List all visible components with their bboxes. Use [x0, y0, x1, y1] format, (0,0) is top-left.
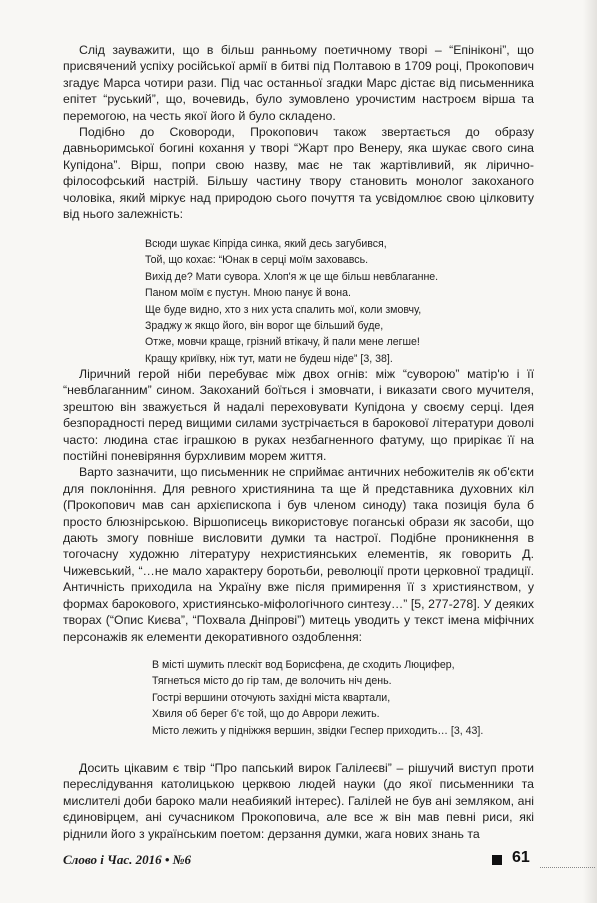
poem-line: Гострі вершини оточують західні міста квартали,: [152, 691, 391, 704]
page-number: 61: [512, 849, 530, 866]
poem-line: Той, що кохає: “Юнак в серці моїм заховавсь.: [145, 254, 369, 267]
poem-line: Місто лежить у підніжжя вершин, звідки Геспер приходить… [3, 43].: [152, 724, 484, 737]
poem-line: Отже, мовчи краще, грізний втікачу, й пали мене легше!: [145, 336, 420, 349]
paragraph: Ліричний герой ніби перебуває між двох огнів: між “суворою” матір'ю і її “невблаганним” сином. Закоханий боїться і змовчати, і виказати свого мучителя, зрештою він зважується й надалі переховувати Купідона у своєму серці. Ідея безпорадності перед вищими силами зустрічається в барокової літератури доволі часто: людина стає іграшкою в руках незбагненного фатуму, що прирікає її на постійні поневіряння бурхливим морем життя.: [63, 367, 534, 464]
text-block-bottom: [63, 760, 534, 842]
poem-quote-kyiv: [152, 657, 483, 739]
poem-line: Паном моїм є пустун. Мною панує й вона.: [145, 287, 351, 300]
poem-line: Вихід де? Мати сувора. Хлоп'я ж це ще більш невблаганне.: [145, 270, 439, 283]
page-gutter-shadow: [583, 0, 597, 903]
journal-footer: Слово і Час. 2016 • №6: [63, 852, 192, 867]
poem-line: Хвиля об берег б'є той, що до Аврори лежить.: [152, 708, 380, 721]
poem-quote-venus: [145, 236, 438, 367]
poem-line: Зраджу ж якщо його, він ворог ще більший буде,: [145, 320, 384, 333]
text-block-top: [63, 42, 534, 222]
square-marker-icon: [492, 855, 502, 865]
paragraph: Досить цікавим є твір “Про папський вирок Галілеєві” – рішучий виступ проти переслідування католицькою церквою людей науки (до якої письменники та мислителі доби бароко мали неабиякий інтерес). Галілей не був ані земляком, ані єдиновірцем, ані сучасником Прокоповича, але все ж він мав певні риси, які ріднили його з українським поетом: дерзання думки, жага нових знань та: [63, 761, 534, 841]
dotted-rule: [540, 867, 595, 868]
poem-line: В місті шумить плескіт вод Борисфена, де сходить Люцифер,: [152, 659, 455, 671]
paragraph: Слід зауважити, що в більш ранньому поетичному творі – “Епініконі”, що присвячений успіху російської армії в битві під Полтавою в 1709 році, Прокопович згадує Марса чотири рази. Під час останньої згадки Марс дістає від письменника епітет “руський”, що, вочевидь, було зумовлено урочистим настроєм вірша та перемогою, на честь якої його й було складено.: [63, 43, 534, 123]
poem-line: Всюди шукає Кіпріда синка, який десь загубився,: [145, 238, 387, 250]
poem-line: Тягнеться місто до гір там, де волочить ніч день.: [152, 675, 392, 688]
text-block-middle: [63, 366, 534, 645]
poem-line: Ще буде видно, хто з них уста спалить мої, коли змовчу,: [145, 303, 422, 316]
paragraph: Варто зазначити, що письменник не сприймає античних небожителів як об'єкти для поклоніння. Для ревного християнина та ще й представника духовних кіл (Прокопович мав сан архієпископа і був членом синоду) така позиція була б просто блюзнірською. Віршописець використовує поганські образи як засоби, що дають змогу повніше висловити думки та настрої. Подібне проникнення в тогочасну художню літературу нехристиянських елементів, як говорить Д. Чижевський, “…не мало характеру боротьби, революції проти церковної традиції. Античність приходила на Україну вже після примирення її з християнством, у формах барокового, християнсько-міфологічного синтезу…” [5, 277-278]. У деяких творах (“Опис Києва”, “Похвала Дніпрові”) митець уводить у текст імена міфічних персонажів як елементи декоративного оздоблення:: [63, 465, 534, 644]
poem-line: Кращу криївку, ніж тут, мати не будеш ніде” [3, 38].: [145, 352, 393, 365]
paragraph: Подібно до Сковороди, Прокопович також звертається до образу давньоримської богині кохання у творі “Жарт про Венеру, яка шукає свого сина Купідона”. Вірш, попри свою назву, має не так жартівливий, як лірично-філософський настрій. Більшу частину твору становить монолог закоханого чоловіка, який міркує над природою сього почуття та усвідомлює свою цілковиту від нього залежність:: [63, 125, 534, 222]
